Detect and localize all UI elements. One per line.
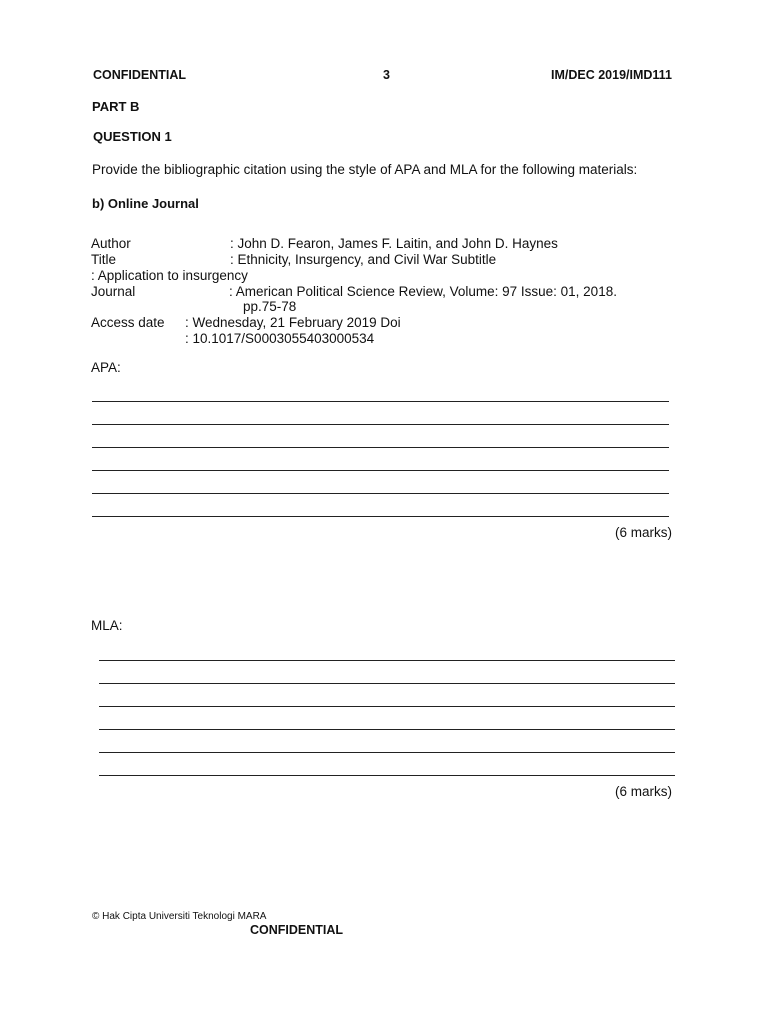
access-date-value: : Wednesday, 21 February 2019 Doi bbox=[185, 315, 401, 330]
apa-answer-line[interactable] bbox=[92, 516, 669, 517]
exam-code: IM/DEC 2019/IMD111 bbox=[551, 68, 672, 82]
apa-answer-line[interactable] bbox=[92, 401, 669, 402]
title-label: Title bbox=[91, 252, 117, 267]
access-date-label: Access date bbox=[91, 315, 165, 330]
author-label: Author bbox=[91, 236, 131, 251]
apa-answer-line[interactable] bbox=[92, 470, 669, 471]
question-title: QUESTION 1 bbox=[93, 129, 172, 144]
apa-label: APA: bbox=[91, 360, 121, 375]
mla-answer-line[interactable] bbox=[99, 752, 675, 753]
mla-answer-line[interactable] bbox=[99, 706, 675, 707]
page-number: 3 bbox=[383, 68, 390, 82]
journal-pages: pp.75-78 bbox=[243, 299, 297, 314]
copyright-notice: © Hak Cipta Universiti Teknologi MARA bbox=[92, 911, 267, 922]
mla-answer-line[interactable] bbox=[99, 775, 675, 776]
apa-answer-line[interactable] bbox=[92, 424, 669, 425]
journal-value: : American Political Science Review, Volume: 97 Issue: 01, 2018. bbox=[229, 284, 617, 299]
footer-confidential: CONFIDENTIAL bbox=[250, 923, 344, 937]
author-value: : John D. Fearon, James F. Laitin, and John D. Haynes bbox=[230, 236, 558, 251]
doi-value: : 10.1017/S0003055403000534 bbox=[185, 331, 375, 346]
journal-label: Journal bbox=[91, 284, 136, 299]
section-title: b) Online Journal bbox=[92, 196, 199, 211]
header-confidential: CONFIDENTIAL bbox=[93, 68, 187, 82]
title-value: : Ethnicity, Insurgency, and Civil War Subtitle bbox=[230, 252, 497, 267]
apa-marks: (6 marks) bbox=[615, 525, 672, 540]
part-title: PART B bbox=[92, 99, 140, 114]
mla-answer-line[interactable] bbox=[99, 729, 675, 730]
apa-answer-line[interactable] bbox=[92, 447, 669, 448]
mla-marks: (6 marks) bbox=[615, 784, 672, 799]
mla-answer-line[interactable] bbox=[99, 660, 675, 661]
apa-answer-line[interactable] bbox=[92, 493, 669, 494]
subtitle-value: : Application to insurgency bbox=[91, 268, 248, 283]
mla-answer-line[interactable] bbox=[99, 683, 675, 684]
mla-label: MLA: bbox=[91, 618, 123, 633]
instruction-text: Provide the bibliographic citation using the style of APA and MLA for the following materials: bbox=[92, 162, 638, 177]
